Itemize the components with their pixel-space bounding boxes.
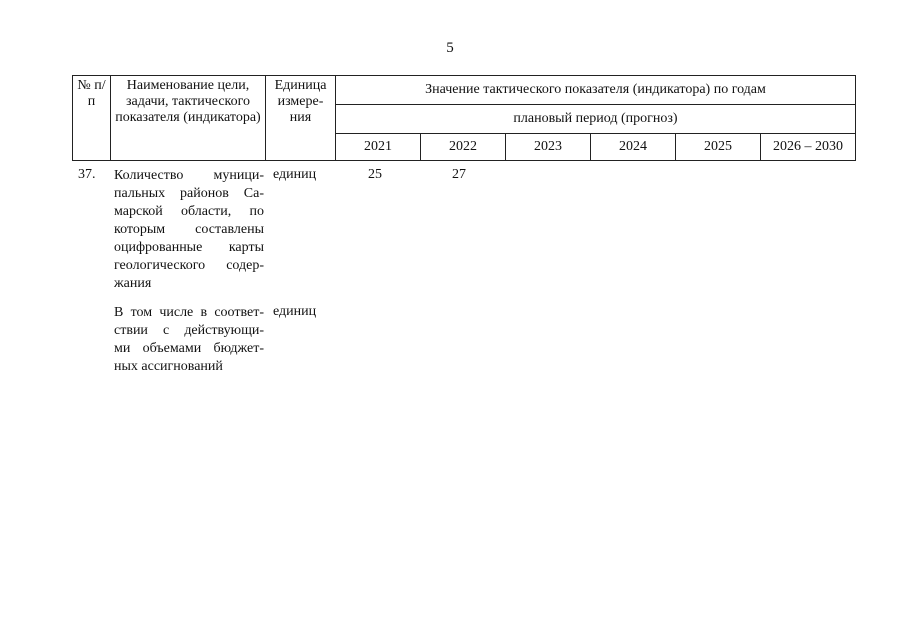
row-37-sub-name-line: ных ассигнований: [114, 359, 223, 374]
indicator-table-header: [72, 75, 856, 161]
row-37-sub-name: [114, 304, 264, 376]
row-37-value-2021: 25: [368, 167, 382, 182]
row-37-name-line: которым составлены: [114, 222, 264, 237]
row-37-num: 37.: [78, 167, 96, 182]
row-37-name-line: марской области, по: [114, 204, 264, 219]
row-37-unit: единиц: [273, 167, 317, 182]
header-year-2026-2030: 2026 – 2030: [760, 134, 855, 161]
header-unit: Единица измере-ния: [266, 76, 336, 161]
row-37-name-line: оцифрованные карты: [114, 240, 264, 255]
row-37-name-line: геологического содер-: [114, 258, 264, 273]
row-37-name-line: жания: [114, 276, 152, 291]
row-37-name-line: пальных районов Са-: [114, 186, 264, 201]
header-year-2023: 2023: [505, 134, 590, 161]
header-name: Наименование цели, задачи, тактического показателя (индикатора): [111, 76, 266, 161]
header-year-2025: 2025: [675, 134, 760, 161]
row-37-value-2022: 27: [452, 167, 466, 182]
row-37-sub-unit: единиц: [273, 304, 317, 319]
header-year-2022: 2022: [420, 134, 505, 161]
header-num: № п/п: [73, 76, 111, 161]
header-plan-period: плановый период (прогноз): [336, 105, 856, 134]
page-number: 5: [446, 40, 454, 56]
row-37-sub-name-line: ми объемами бюджет-: [114, 341, 264, 356]
header-values-title: Значение тактического показателя (индикатора) по годам: [336, 76, 856, 105]
row-37-name: [114, 167, 264, 293]
row-37-sub-name-line: В том числе в соответ-: [114, 305, 264, 320]
header-year-2024: 2024: [590, 134, 675, 161]
header-year-2021: 2021: [336, 134, 421, 161]
row-37-name-line: Количество муници-: [114, 168, 264, 183]
row-37-sub-name-line: ствии с действующи-: [114, 323, 264, 338]
